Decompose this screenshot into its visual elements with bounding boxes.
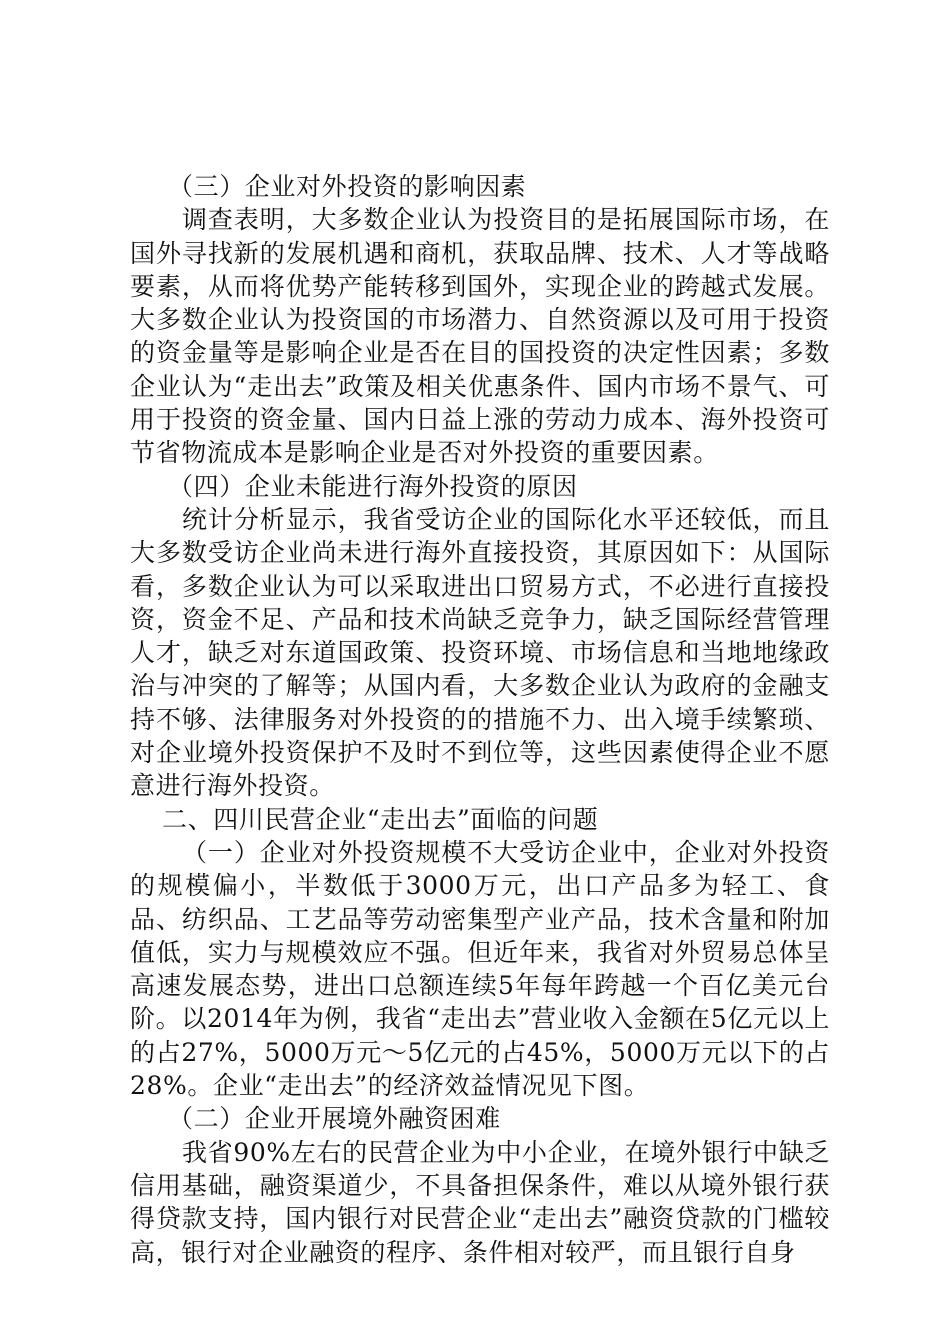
section-heading-problems: 二、四川民营企业“走出去”面临的问题 (162, 804, 599, 834)
para-investment-scale: （一）企业对外投资规模不大受访企业中，企业对外投资的规模偏小，半数低于3000万元，出口产品多为轻工、食品、纺织品、工艺品等劳动密集型产业产品，技术含量和附加值低，实力与规模效应不强。但近年来，我省对外贸易总体呈高速发展态势，进出口总额连续5年每年跨越一个百亿美元台阶。以2014年为例，我省“走出去”营业收入金额在5亿元以上的占27%，5000万元～5亿元的占45%，5000万元以下的占28%。企业“走出去”的经济效益情况见下图。 (130, 837, 830, 1101)
para-financing-difficulty: 我省90%左右的民营企业为中小企业，在境外银行中缺乏信用基础，融资渠道少，不具备担保条件，难以从境外银行获得贷款支持，国内银行对民营企业“走出去”融资贷款的门槛较高，银行对企业融资的程序、条件相对较严，而且银行自身 (130, 1137, 830, 1267)
heading-financing-difficulty: （二）企业开展境外融资困难 (168, 1104, 501, 1134)
document-page (130, 170, 830, 1269)
heading-influencing-factors: （三）企业对外投资的影响因素 (168, 172, 527, 201)
para-reasons-no-investment: 统计分析显示，我省受访企业的国际化水平还较低，而且大多数受访企业尚未进行海外直接投资，其原因如下：从国际看，多数企业认为可以采取进出口贸易方式，不必进行直接投资，资金不足、产品和技术尚缺乏竞争力，缺乏国际经营管理人才，缺乏对东道国政策、投资环境、市场信息和当地地缘政治与冲突的了解等；从国内看，大多数企业认为政府的金融支持不够、法律服务对外投资的的措施不力、出入境手续繁琐、对企业境外投资保护不及时不到位等，这些因素使得企业不愿意进行海外投资。 (130, 504, 830, 801)
heading-reasons-no-investment: （四）企业未能进行海外投资的原因 (168, 471, 578, 501)
para-influencing-factors: 调查表明，大多数企业认为投资目的是拓展国际市场，在国外寻找新的发展机遇和商机，获取品牌、技术、人才等战略要素，从而将优势产能转移到国外，实现企业的跨越式发展。大多数企业认为投资国的市场潜力、自然资源以及可用于投资的资金量等是影响企业是否在目的国投资的决定性因素；多数企业认为“走出去”政策及相关优惠条件、国内市场不景气、可用于投资的资金量、国内日益上涨的劳动力成本、海外投资可节省物流成本是影响企业是否对外投资的重要因素。 (130, 205, 830, 468)
